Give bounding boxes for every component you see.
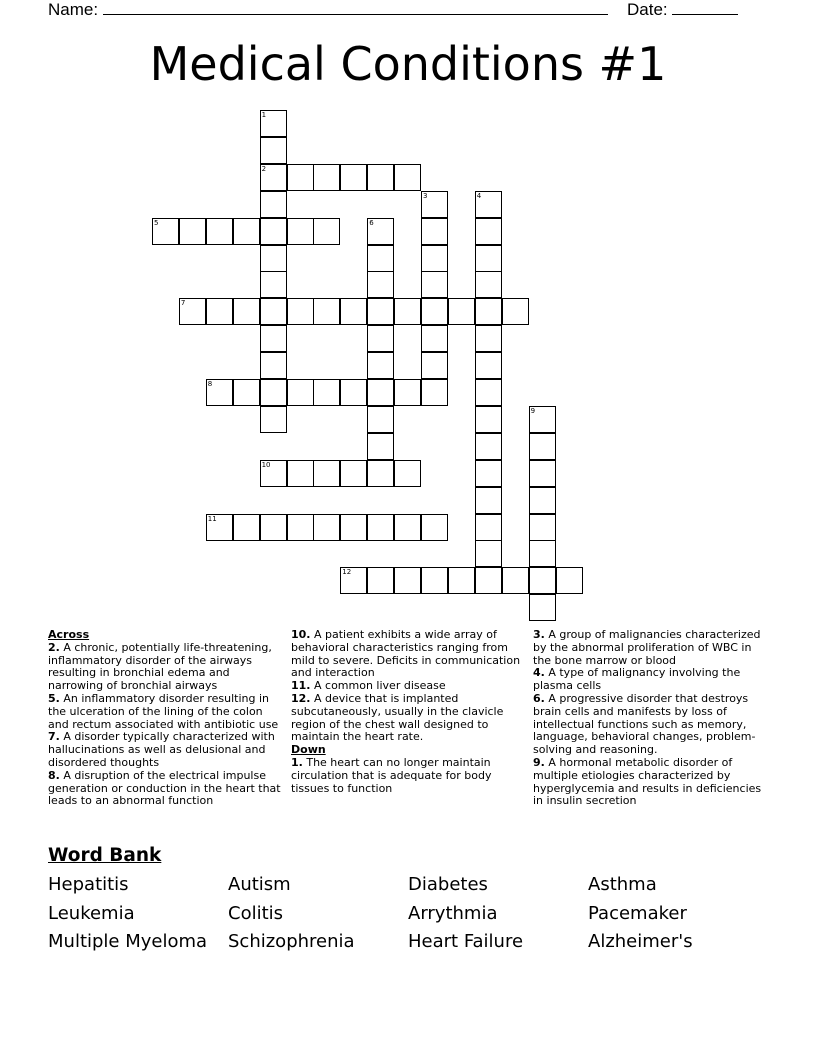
grid-cell[interactable] <box>206 514 233 541</box>
clue-down: 1. The heart can no longer maintain circulation that is adequate for body tissues to function <box>291 755 492 795</box>
clue-number: 11 <box>207 514 217 523</box>
grid-cell[interactable] <box>421 218 448 245</box>
grid-cell[interactable] <box>206 218 233 245</box>
grid-cell[interactable] <box>475 245 502 272</box>
grid-cell[interactable] <box>475 487 502 514</box>
clue-number: 3 <box>423 191 428 200</box>
grid-cell[interactable] <box>421 271 448 298</box>
grid-cell[interactable] <box>529 594 556 621</box>
grid-cell[interactable] <box>421 191 448 218</box>
word-bank-word: Asthma <box>588 874 657 895</box>
word-bank-word: Pacemaker <box>588 903 687 924</box>
grid-cell[interactable] <box>367 325 394 352</box>
word-bank-word: Alzheimer's <box>588 931 693 952</box>
clue-number: 5 <box>154 218 159 227</box>
grid-cell[interactable] <box>287 164 314 191</box>
word-bank-word: Leukemia <box>48 903 135 924</box>
word-bank-word: Schizophrenia <box>228 931 355 952</box>
clue-column-2 <box>291 629 526 795</box>
grid-cell[interactable] <box>529 514 556 541</box>
grid-cell[interactable] <box>367 352 394 379</box>
clue-across: 11. A common liver disease <box>291 679 446 693</box>
grid-cell[interactable] <box>394 567 421 594</box>
grid-cell[interactable] <box>340 379 367 406</box>
clue-across: 7. A disorder typically characterized with hallucinations as well as delusional and disordered thoughts <box>48 730 275 769</box>
clue-down: 3. A group of malignancies characterized by the abnormal proliferation of WBC in the bone marrow or blood <box>533 628 761 667</box>
grid-cell[interactable] <box>502 298 529 325</box>
grid-cell[interactable] <box>475 540 502 567</box>
clue-across: 12. A device that is implanted subcutaneously, usually in the clavicle region of the chest wall designed to maintain the heart rate. <box>291 691 504 744</box>
grid-cell[interactable] <box>260 191 287 218</box>
grid-cell[interactable] <box>260 379 287 406</box>
grid-cell[interactable] <box>260 164 287 191</box>
grid-cell[interactable] <box>313 460 340 487</box>
grid-cell[interactable] <box>260 245 287 272</box>
name-label: Name: <box>48 0 99 19</box>
grid-cell[interactable] <box>367 271 394 298</box>
clue-number: 1 <box>261 111 267 119</box>
grid-cell[interactable] <box>421 298 448 325</box>
grid-cell[interactable] <box>556 567 583 594</box>
grid-cell[interactable] <box>421 379 448 406</box>
grid-cell[interactable] <box>206 298 233 325</box>
grid-cell[interactable] <box>421 352 448 379</box>
grid-cell[interactable] <box>206 379 233 406</box>
grid-cell[interactable] <box>233 514 260 541</box>
grid-cell[interactable] <box>421 245 448 272</box>
grid-cell[interactable] <box>287 379 314 406</box>
clue-column-3 <box>533 629 768 808</box>
grid-cell[interactable] <box>340 164 367 191</box>
grid-cell[interactable] <box>313 218 340 245</box>
grid-cell[interactable] <box>233 218 260 245</box>
word-bank-word: Heart Failure <box>408 931 524 952</box>
date-label: Date: <box>627 0 668 19</box>
word-bank-word: Multiple Myeloma <box>48 931 208 952</box>
grid-cell[interactable] <box>475 298 502 325</box>
clue-across: 5. An inflammatory disorder resulting in the ulceration of the lining of the colon and rectum associated with antibiotic use <box>48 691 279 731</box>
grid-cell[interactable] <box>529 460 556 487</box>
grid-cell[interactable] <box>340 460 367 487</box>
word-bank-word: Colitis <box>228 903 284 924</box>
grid-cell[interactable] <box>367 567 394 594</box>
grid-cell[interactable] <box>475 514 502 541</box>
grid-cell[interactable] <box>260 218 287 245</box>
word-bank-word: Autism <box>228 874 291 895</box>
grid-cell[interactable] <box>475 325 502 352</box>
clue-down: 9. A hormonal metabolic disorder of multiple etiologies characterized by hyperglycemia and results in deficiencies in insulin secretion <box>533 755 762 808</box>
grid-cell[interactable] <box>340 567 367 594</box>
clue-across: 2. A chronic, potentially life-threatening, inflammatory disorder of the airways resulting in bronchial edema and narrowing of bronchial airways <box>48 640 272 693</box>
grid-cell[interactable] <box>260 110 287 137</box>
grid-cell[interactable] <box>313 379 340 406</box>
clue-number: 9 <box>530 406 536 415</box>
grid-cell[interactable] <box>421 567 448 594</box>
grid-cell[interactable] <box>529 406 556 433</box>
grid-cell[interactable] <box>260 325 287 352</box>
grid-cell[interactable] <box>394 514 421 541</box>
grid-cell[interactable] <box>502 567 529 594</box>
clue-across: 10. A patient exhibits a wide array of behavioral characteristics ranging from mild to severe. Deficits in communication and interaction <box>291 628 521 680</box>
clue-number: 12 <box>342 568 352 577</box>
grid-cell[interactable] <box>260 137 287 164</box>
clue-number: 4 <box>476 191 482 200</box>
grid-cell[interactable] <box>394 460 421 487</box>
grid-cell[interactable] <box>475 406 502 433</box>
grid-cell[interactable] <box>367 406 394 433</box>
grid-cell[interactable] <box>394 379 421 406</box>
grid-cell[interactable] <box>287 460 314 487</box>
grid-cell[interactable] <box>529 567 556 594</box>
grid-cell[interactable] <box>529 433 556 460</box>
grid-cell[interactable] <box>367 433 394 460</box>
grid-cell[interactable] <box>367 245 394 272</box>
grid-cell[interactable] <box>367 164 394 191</box>
word-bank-word: Hepatitis <box>48 874 129 895</box>
grid-cell[interactable] <box>340 298 367 325</box>
grid-cell[interactable] <box>475 271 502 298</box>
word-bank-word: Arrythmia <box>408 903 498 924</box>
grid-cell[interactable] <box>313 514 340 541</box>
grid-cell[interactable] <box>475 433 502 460</box>
grid-cell[interactable] <box>260 298 287 325</box>
grid-cell[interactable] <box>233 298 260 325</box>
grid-cell[interactable] <box>260 514 287 541</box>
grid-cell[interactable] <box>394 298 421 325</box>
grid-cell[interactable] <box>475 460 502 487</box>
grid-cell[interactable] <box>367 514 394 541</box>
clue-down: 6. A progressive disorder that destroys brain cells and manifests by loss of intellectual functions such as memory, language, behavioral changes, problem-solving and reasoning. <box>533 691 756 757</box>
grid-cell[interactable] <box>367 298 394 325</box>
grid-cell[interactable] <box>287 218 314 245</box>
grid-cell[interactable] <box>448 298 475 325</box>
grid-cell[interactable] <box>475 567 502 594</box>
grid-cell[interactable] <box>260 271 287 298</box>
grid-cell[interactable] <box>529 487 556 514</box>
grid-cell[interactable] <box>475 352 502 379</box>
grid-cell[interactable] <box>421 514 448 541</box>
clue-number: 6 <box>369 218 374 227</box>
grid-cell[interactable] <box>394 164 421 191</box>
clue-number: 7 <box>180 299 186 308</box>
grid-cell[interactable] <box>287 298 314 325</box>
grid-cell[interactable] <box>421 325 448 352</box>
clue-number: 8 <box>207 380 213 388</box>
grid-cell[interactable] <box>179 218 206 245</box>
grid-cell[interactable] <box>475 191 502 218</box>
grid-cell[interactable] <box>448 567 475 594</box>
grid-cell[interactable] <box>233 379 260 406</box>
clue-across: 8. A disruption of the electrical impulse generation or conduction in the heart that leads to an abnormal function <box>48 768 281 808</box>
grid-cell[interactable] <box>179 298 206 325</box>
grid-cell[interactable] <box>529 540 556 567</box>
down-heading: Down <box>291 743 326 757</box>
grid-cell[interactable] <box>367 218 394 245</box>
grid-cell[interactable] <box>475 218 502 245</box>
clue-number: 2 <box>261 164 267 173</box>
across-heading: Across <box>48 628 90 641</box>
grid-cell[interactable] <box>260 352 287 379</box>
grid-cell[interactable] <box>367 379 394 406</box>
clue-column-1 <box>48 629 283 808</box>
grid-cell[interactable] <box>313 298 340 325</box>
grid-cell[interactable] <box>313 164 340 191</box>
page-title: Medical Conditions #1 <box>149 37 667 91</box>
grid-cell[interactable] <box>152 218 179 245</box>
word-bank-word: Diabetes <box>408 874 488 895</box>
grid-cell[interactable] <box>287 514 314 541</box>
clue-number: 10 <box>261 460 271 469</box>
word-bank-title: Word Bank <box>48 845 162 866</box>
grid-cell[interactable] <box>340 514 367 541</box>
grid-cell[interactable] <box>367 460 394 487</box>
clue-down: 4. A type of malignancy involving the plasma cells <box>533 666 741 693</box>
grid-cell[interactable] <box>260 460 287 487</box>
grid-cell[interactable] <box>475 379 502 406</box>
grid-cell[interactable] <box>260 406 287 433</box>
